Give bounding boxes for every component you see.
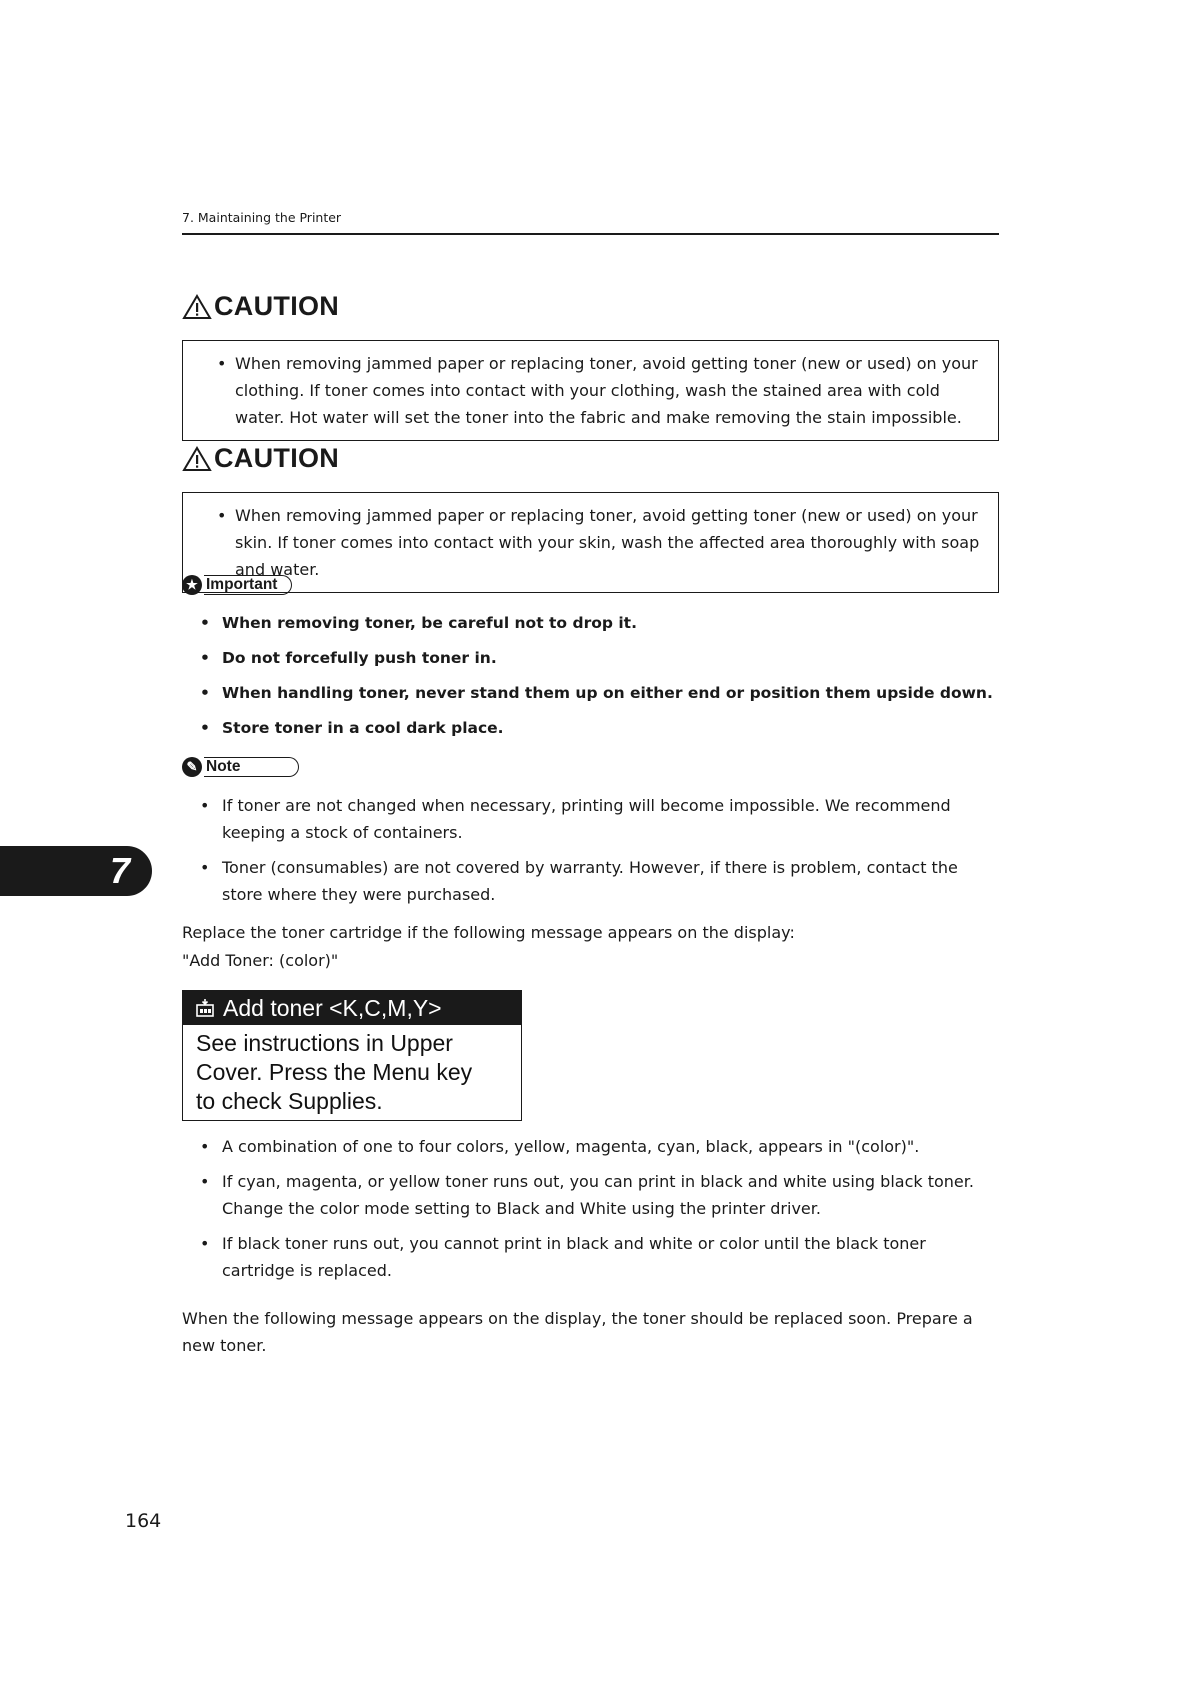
page-header bbox=[182, 210, 999, 235]
bullet: • bbox=[217, 354, 227, 373]
warning-triangle-icon bbox=[182, 294, 212, 320]
display-line: to check Supplies. bbox=[196, 1088, 383, 1114]
note-tag bbox=[182, 757, 299, 777]
list-item: • Toner (consumables) are not covered by warranty. However, if there is problem, contact the store where they were purchased. bbox=[198, 854, 998, 908]
caution-text: When removing jammed paper or replacing toner, avoid getting toner (new or used) on your clothing. If toner comes into contact with your clothing, wash the stained area with cold water. Hot water will set the toner into the fabric and make removing the stain impossible. bbox=[235, 354, 978, 427]
list-item: • If toner are not changed when necessary, printing will become impossible. We recommend keeping a stock of containers. bbox=[198, 792, 998, 846]
list-item: • When handling toner, never stand them up on either end or position them upside down. bbox=[198, 680, 998, 707]
list-item: • If cyan, magenta, or yellow toner runs out, you can print in black and white using black toner. Change the color mode setting to Black and White using the printer driver. bbox=[198, 1168, 998, 1222]
important-tag bbox=[182, 575, 292, 595]
caution-text: When removing jammed paper or replacing toner, avoid getting toner (new or used) on your skin. If toner comes into contact with your skin, wash the affected area thoroughly with soap and water. bbox=[235, 506, 980, 579]
pencil-icon: ✎ bbox=[182, 757, 202, 777]
display-line: Cover. Press the Menu key bbox=[196, 1059, 473, 1085]
page-number: 164 bbox=[125, 1510, 162, 1532]
list-item: • When removing toner, be careful not to drop it. bbox=[198, 610, 998, 637]
caution-title: CAUTION bbox=[214, 291, 340, 321]
caution-box bbox=[182, 492, 999, 593]
list-item: • Store toner in a cool dark place. bbox=[198, 715, 998, 742]
display-header bbox=[183, 991, 521, 1025]
star-icon: ★ bbox=[182, 575, 202, 595]
chapter-tab: 7 bbox=[0, 846, 152, 896]
display-line: See instructions in Upper bbox=[196, 1030, 453, 1056]
list-item: • A combination of one to four colors, yellow, magenta, cyan, black, appears in "(color)". bbox=[198, 1133, 998, 1160]
warning-triangle-icon bbox=[182, 446, 212, 472]
important-list bbox=[198, 610, 998, 750]
note-label: Note bbox=[204, 757, 299, 777]
after-list bbox=[198, 1133, 998, 1292]
message-line: "Add Toner: (color)" bbox=[182, 951, 339, 970]
caution-box bbox=[182, 340, 999, 441]
display-panel bbox=[182, 990, 522, 1121]
replace-intro: Replace the toner cartridge if the following message appears on the display: bbox=[182, 923, 795, 942]
caution-heading bbox=[182, 291, 339, 322]
display-body bbox=[183, 1025, 521, 1120]
list-item: • If black toner runs out, you cannot print in black and white or color until the black toner cartridge is replaced. bbox=[198, 1230, 998, 1284]
note-list bbox=[198, 792, 998, 916]
toner-icon bbox=[195, 998, 215, 1018]
display-header-text: Add toner <K,C,M,Y> bbox=[223, 995, 442, 1021]
list-item: • Do not forcefully push toner in. bbox=[198, 645, 998, 672]
bullet: • bbox=[217, 506, 227, 525]
caution-title: CAUTION bbox=[214, 443, 340, 473]
closing-paragraph: When the following message appears on the display, the toner should be replaced soon. Prepare a new toner. bbox=[182, 1309, 973, 1355]
caution-heading bbox=[182, 443, 339, 474]
chapter-title: 7. Maintaining the Printer bbox=[182, 210, 342, 225]
important-label: Important bbox=[204, 575, 292, 595]
